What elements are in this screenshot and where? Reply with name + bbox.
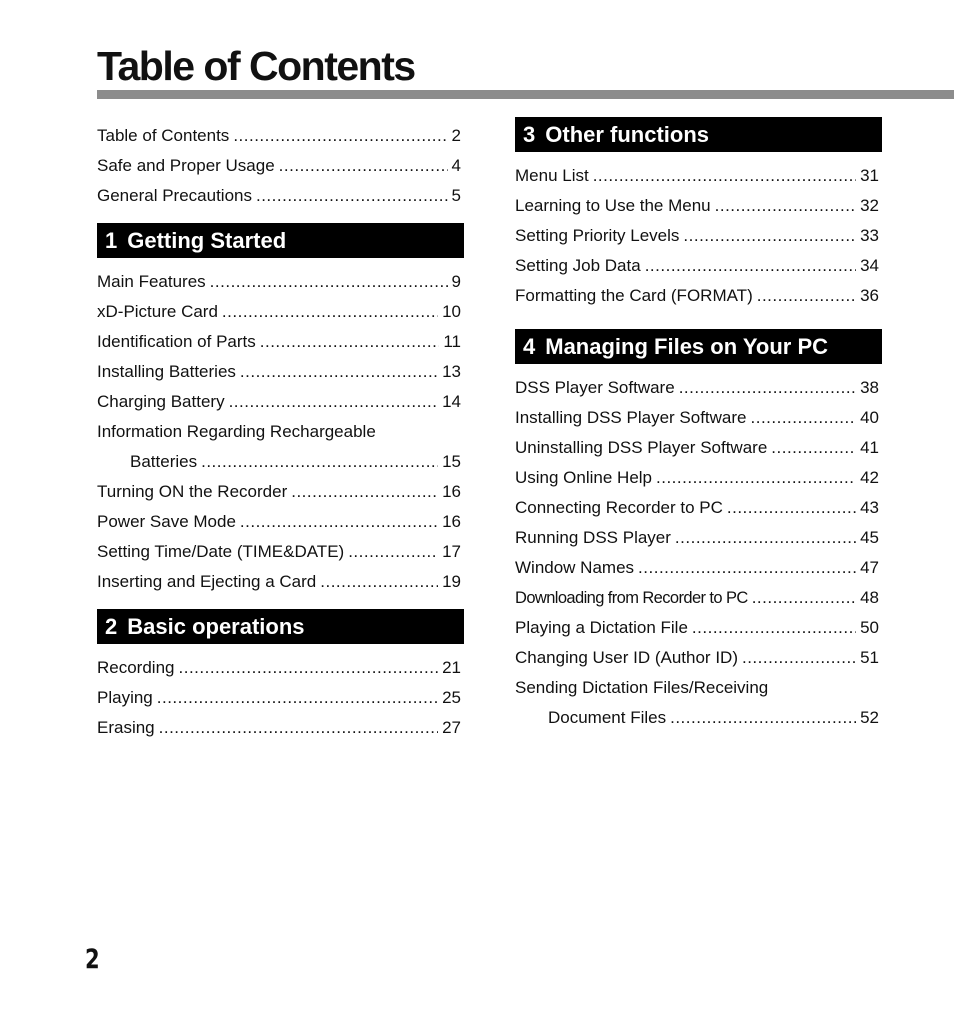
toc-entry[interactable] [515, 553, 882, 583]
toc-entry-page: 19 [442, 572, 461, 591]
toc-entry-label: Identification of Parts [97, 332, 256, 351]
toc-left-column [97, 121, 464, 743]
page-number: 2 [85, 944, 100, 975]
toc-entry-page: 41 [860, 438, 879, 457]
spacer [515, 311, 882, 320]
toc-entry-label: xD-Picture Card [97, 302, 218, 321]
toc-entry[interactable] [515, 221, 882, 251]
dot-leader [751, 403, 857, 433]
toc-entry-page: 10 [442, 302, 461, 321]
dot-leader [742, 643, 856, 673]
toc-entry-label: Batteries [130, 452, 198, 471]
toc-entry-label: Menu List [515, 166, 589, 185]
toc-entry-page: 16 [442, 512, 461, 531]
toc-entry-label: Installing DSS Player Software [515, 408, 747, 427]
dot-leader [656, 463, 856, 493]
toc-entry-page: 36 [860, 286, 879, 305]
toc-entry-wrapped-line[interactable]: Information Regarding Rechargeable [97, 422, 376, 441]
toc-entry[interactable] [515, 493, 882, 523]
toc-entry-page: 45 [860, 528, 879, 547]
dot-leader [157, 683, 438, 713]
toc-entry[interactable] [97, 683, 464, 713]
toc-entry[interactable] [97, 151, 464, 181]
toc-entry[interactable] [97, 121, 464, 151]
section-heading-basic-operations[interactable] [97, 609, 464, 644]
section-title: Basic operations [127, 614, 305, 639]
toc-entry-label: Uninstalling DSS Player Software [515, 438, 768, 457]
dot-leader [645, 251, 856, 281]
dot-leader [670, 703, 856, 733]
toc-entry-page: 9 [451, 272, 461, 291]
toc-entry-label: Changing User ID (Author ID) [515, 648, 738, 667]
page-title: Table of Contents [97, 43, 415, 89]
toc-entry[interactable] [97, 537, 464, 567]
toc-entry-label: DSS Player Software [515, 378, 675, 397]
dot-leader [291, 477, 438, 507]
toc-entry-page: 16 [442, 482, 461, 501]
toc-entry-page: 2 [451, 126, 461, 145]
toc-entry-page: 32 [860, 196, 879, 215]
toc-entry-label: Window Names [515, 558, 635, 577]
section-heading-other-functions[interactable] [515, 117, 882, 152]
toc-entry-page: 31 [860, 166, 879, 185]
dot-leader [757, 281, 856, 311]
toc-entry-page: 17 [442, 542, 461, 561]
toc-entry-label: Using Online Help [515, 468, 653, 487]
toc-entry[interactable] [515, 191, 882, 221]
dot-leader [240, 357, 438, 387]
toc-entry-label: Charging Battery [97, 392, 225, 411]
section-heading-managing-files[interactable] [515, 329, 882, 364]
toc-entry[interactable] [97, 567, 464, 597]
toc-entry-page: 42 [860, 468, 879, 487]
toc-entry-page: 43 [860, 498, 879, 517]
toc-entry-label: Setting Priority Levels [515, 226, 680, 245]
dot-leader [320, 567, 438, 597]
dot-leader [229, 387, 439, 417]
toc-entry-page: 5 [451, 186, 461, 205]
toc-entry[interactable] [515, 583, 882, 613]
dot-leader [210, 267, 448, 297]
dot-leader [692, 613, 856, 643]
toc-entry-label: Main Features [97, 272, 206, 291]
dot-leader [240, 507, 438, 537]
toc-entry-page: 48 [860, 588, 879, 607]
toc-entry-label: Running DSS Player [515, 528, 671, 547]
dot-leader [201, 447, 438, 477]
toc-entry-page: 47 [860, 558, 879, 577]
spacer [515, 320, 882, 329]
dot-leader [233, 121, 447, 151]
dot-leader [727, 493, 856, 523]
section-number: 2 [105, 614, 118, 639]
dot-leader [675, 523, 856, 553]
toc-entry-page: 33 [860, 226, 879, 245]
dot-leader [159, 713, 438, 743]
toc-entry[interactable] [515, 463, 882, 493]
toc-entry[interactable] [97, 387, 464, 417]
toc-entry-label: Formatting the Card (FORMAT) [515, 286, 753, 305]
toc-entry[interactable] [515, 523, 882, 553]
toc-entry-label: Installing Batteries [97, 362, 236, 381]
toc-entry-label: Inserting and Ejecting a Card [97, 572, 317, 591]
toc-entry-label: Safe and Proper Usage [97, 156, 275, 175]
toc-entry[interactable] [515, 403, 882, 433]
section-title: Getting Started [127, 228, 287, 253]
toc-entry-label: Connecting Recorder to PC [515, 498, 723, 517]
toc-entry-wrapped-line[interactable]: Sending Dictation Files/Receiving [515, 678, 769, 697]
dot-leader [679, 373, 856, 403]
toc-entry[interactable] [515, 161, 882, 191]
toc-entry-page: 14 [442, 392, 461, 411]
dot-leader [260, 327, 440, 357]
spacer [97, 597, 464, 609]
toc-entry[interactable] [97, 713, 464, 743]
toc-entry[interactable] [97, 507, 464, 537]
toc-entry[interactable] [97, 447, 464, 477]
toc-entry[interactable] [515, 251, 882, 281]
toc-entry-label: Turning ON the Recorder [97, 482, 288, 501]
toc-entry-label: Table of Contents [97, 126, 230, 145]
section-title: Managing Files on Your PC [545, 334, 829, 359]
dot-leader [279, 151, 448, 181]
toc-entry-label: Learning to Use the Menu [515, 196, 711, 215]
toc-entry-page: 25 [442, 688, 461, 707]
toc-entry-label: Setting Time/Date (TIME&DATE) [97, 542, 345, 561]
section-number: 3 [523, 122, 536, 147]
toc-entry[interactable] [97, 477, 464, 507]
toc-entry-page: 40 [860, 408, 879, 427]
toc-entry-label: General Precautions [97, 186, 252, 205]
toc-entry-page: 21 [442, 658, 461, 677]
toc-entry-page: 11 [443, 332, 461, 351]
toc-entry[interactable] [515, 613, 882, 643]
dot-leader [683, 221, 856, 251]
toc-entry[interactable] [515, 703, 882, 733]
toc-entry-label: Playing a Dictation File [515, 618, 688, 637]
toc-right-column [515, 117, 882, 733]
section-number: 4 [523, 334, 536, 359]
section-title: Other functions [545, 122, 710, 147]
dot-leader [771, 433, 856, 463]
toc-entry[interactable] [97, 327, 464, 357]
toc-entry-label: Playing [97, 688, 153, 707]
toc-entry-label: Power Save Mode [97, 512, 236, 531]
toc-entry[interactable] [515, 433, 882, 463]
toc-entry[interactable] [97, 297, 464, 327]
toc-entry-page: 4 [451, 156, 461, 175]
dot-leader [593, 161, 856, 191]
toc-entry[interactable] [97, 653, 464, 683]
dot-leader [179, 653, 439, 683]
toc-entry-label: Erasing [97, 718, 155, 737]
toc-entry[interactable] [515, 281, 882, 311]
toc-entry-label: Document Files [548, 708, 667, 727]
dot-leader [715, 191, 856, 221]
title-rule [97, 90, 954, 99]
toc-entry-page: 15 [442, 452, 461, 471]
toc-entry-page: 52 [860, 708, 879, 727]
dot-leader [638, 553, 856, 583]
dot-leader [348, 537, 438, 567]
toc-entry-page: 51 [860, 648, 879, 667]
toc-entry[interactable] [97, 357, 464, 387]
section-number: 1 [105, 228, 118, 253]
spacer [97, 211, 464, 223]
toc-entry-page: 27 [442, 718, 461, 737]
toc-entry[interactable] [515, 643, 882, 673]
dot-leader [222, 297, 438, 327]
section-heading-getting-started[interactable] [97, 223, 464, 258]
toc-entry-label: Downloading from Recorder to PC [515, 589, 748, 607]
toc-entry-page: 13 [442, 362, 461, 381]
toc-entry-page: 50 [860, 618, 879, 637]
toc-entry-page: 38 [860, 378, 879, 397]
dot-leader [256, 181, 448, 211]
dot-leader [752, 583, 856, 613]
toc-entry[interactable] [97, 267, 464, 297]
toc-entry[interactable] [97, 181, 464, 211]
toc-entry-page: 34 [860, 256, 879, 275]
toc-entry-label: Recording [97, 658, 175, 677]
toc-entry-label: Setting Job Data [515, 256, 641, 275]
toc-entry[interactable] [515, 373, 882, 403]
